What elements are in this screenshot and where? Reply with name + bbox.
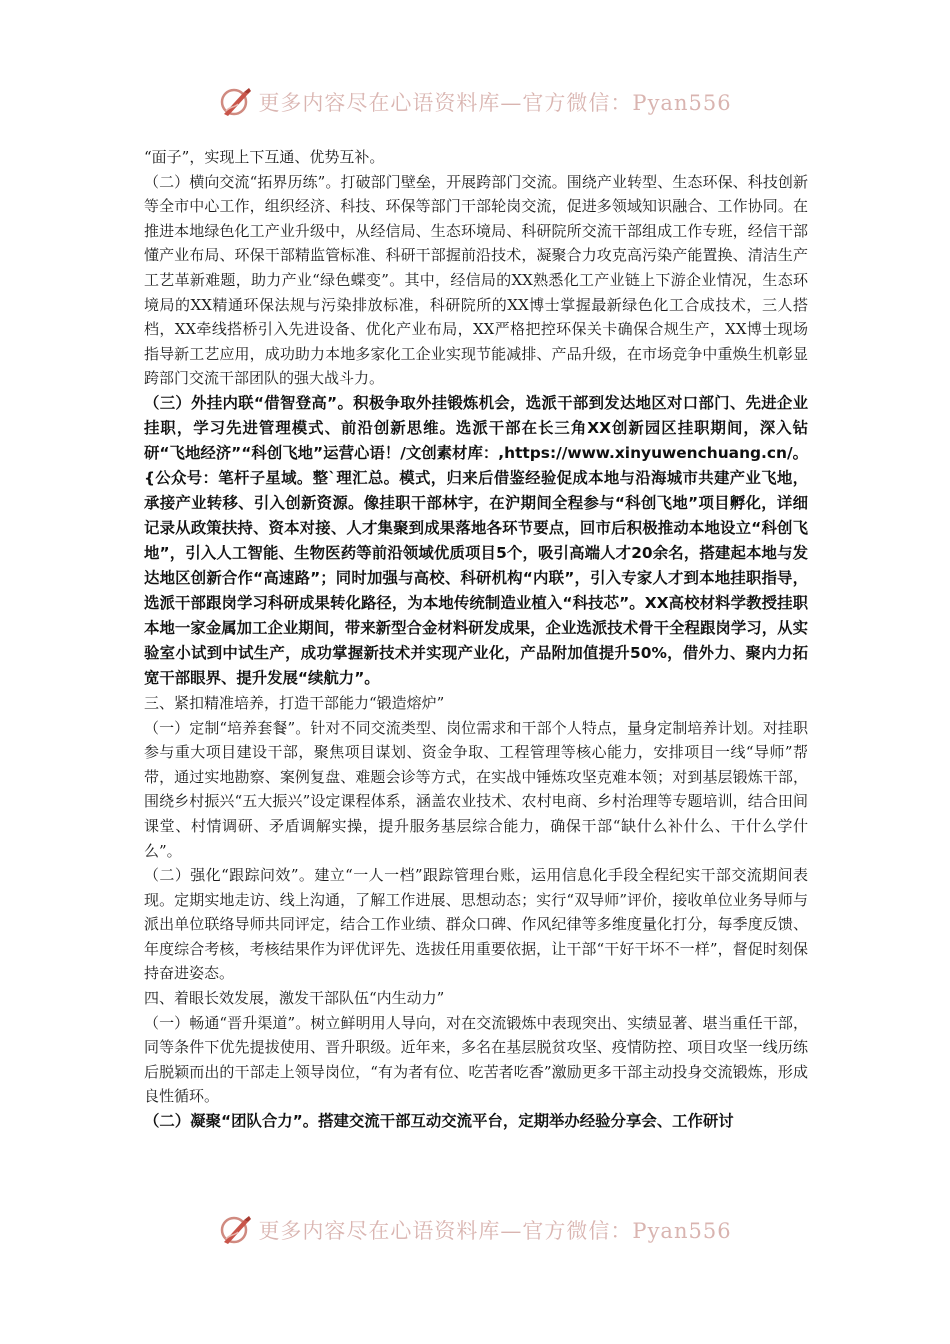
footer-watermark-banner — [0, 1210, 950, 1250]
paragraph-tracking: （二）强化“跟踪问效”。建立“一人一档”跟踪管理台账，运用信息化手段全程纪实干部交流期间表现。定期实地走访、线上沟通，了解工作进展、思想动态；实行“双导师”评价，接收单位业务导师与派出单位联络导师共同评定，结合工作业绩、群众口碑、作风纪律等多维度量化打分，每季度反馈、年度综合考核，考核结果作为评优评先、选拔任用重要依据，让干部“干好干坏不一样”，督促时刻保持奋进姿态。 — [144, 866, 808, 983]
section-heading-4: 四、着眼长效发展，激发干部队伍“内生动力” — [144, 989, 445, 1008]
pen-logo-icon — [218, 84, 254, 120]
paragraph-continuation: “面子”，实现上下互通、优势互补。 — [144, 148, 385, 166]
paragraph-horizontal-exchange: （二）横向交流“拓界历练”。打破部门壁垒，开展跨部门交流。围绕产业转型、生态环保、科技创新等全市中心工作，组织经济、科技、环保等部门干部轮岗交流，促进多领域知识融合、工作协同。在推进本地绿色化工产业升级中，从经信局、生态环境局、科研院所交流干部组成工作专班，经信干部懂产业布局、环保干部精监管标准、科研干部握前沿技术，凝聚合力攻克高污染产能置换、清洁生产工艺革新难题，助力产业“绿色蝶变”。其中，经信局的XX熟悉化工产业链上下游企业情况，生态环境局的XX精通环保法规与污染排放标准，科研院所的XX博士掌握最新绿色化工合成技术，三人搭档，XX牵线搭桥引入先进设备、优化产业布局，XX严格把控环保关卡确保合规生产，XX博士现场指导新工艺应用，成功助力本地多家化工企业实现节能减排、产品升级，在市场竞争中重焕生机彰显跨部门交流干部团队的强大战斗力。 — [144, 172, 808, 388]
paragraph-custom-training: （一）定制“培养套餐”。针对不同交流类型、岗位需求和干部个人特点，量身定制培养计划。对挂职参与重大项目建设干部，聚焦项目谋划、资金争取、工程管理等核心能力，安排项目一线“导师”帮带，通过实地勘察、案例复盘、难题会诊等方式，在实战中锤炼攻坚克难本领；对到基层锻炼干部，围绕乡村振兴“五大振兴”设定课程体系，涵盖农业技术、农村电商、乡村治理等专题培训，结合田间课堂、村情调研、矛盾调解实操，提升服务基层综合能力，确保干部“缺什么补什么、干什么学什么”。 — [144, 718, 808, 860]
pen-logo-icon — [218, 1212, 254, 1248]
paragraph-promotion: （一）畅通“晋升渠道”。树立鲜明用人导向，对在交流锻炼中表现突出、实绩显著、堪当重任干部，同等条件下优先提拔使用、晋升职级。近年来，多名在基层脱贫攻坚、疫情防控、项目攻坚一线历练后脱颖而出的干部走上领导岗位，“有为者有位、吃苦者吃香”激励更多干部主动投身交流锻炼，形成良性循环。 — [144, 1013, 808, 1106]
paragraph-external-attachment: （三）外挂内联“借智登高”。积极争取外挂锻炼机会，选派干部到发达地区对口部门、先进企业挂职，学习先进管理模式、前沿创新思维。选派干部在长三角XX创新园区挂职期间，深入钻研“飞地经济”“科创飞地”运营心语！/文创素材库：,https://www.xinyuwenchuang.cn/。{公众号：笔杆子星域。整`理汇总。模式，归来后借鉴经验促成本地与沿海城市共建产业飞地，承接产业转移、引入创新资源。像挂职干部林宇，在沪期间全程参与“科创飞地”项目孵化，详细记录从政策扶持、资本对接、人才集聚到成果落地各环节要点，回市后积极推动本地设立“科创飞地”，引入人工智能、生物医药等前沿领域优质项目5个，吸引高端人才20余名，搭建起本地与发达地区创新合作“高速路”；同时加强与高校、科研机构“内联”，引入专家人才到本地挂职指导，选派干部跟岗学习科研成果转化路径，为本地传统制造业植入“科技芯”。XX高校材料学教授挂职本地一家金属加工企业期间，带来新型合金材料研发成果，企业选派技术骨干全程跟岗学习，从实验室小试到中试生产，成功掌握新技术并实现产业化，产品附加值提升50%，借外力、聚内力拓宽干部眼界、提升发展“续航力”。 — [144, 393, 808, 687]
banner-text: 更多内容尽在心语资料库—官方微信：Pyan556 — [258, 91, 732, 115]
section-heading-3: 三、紧扣精准培养，打造干部能力“锻造熔炉” — [144, 693, 445, 712]
document-body — [144, 145, 808, 1134]
header-watermark-banner — [0, 82, 950, 122]
paragraph-team-synergy: （二）凝聚“团队合力”。搭建交流干部互动交流平台，定期举办经验分享会、工作研讨 — [144, 1112, 734, 1131]
banner-text: 更多内容尽在心语资料库—官方微信：Pyan556 — [258, 1219, 732, 1243]
